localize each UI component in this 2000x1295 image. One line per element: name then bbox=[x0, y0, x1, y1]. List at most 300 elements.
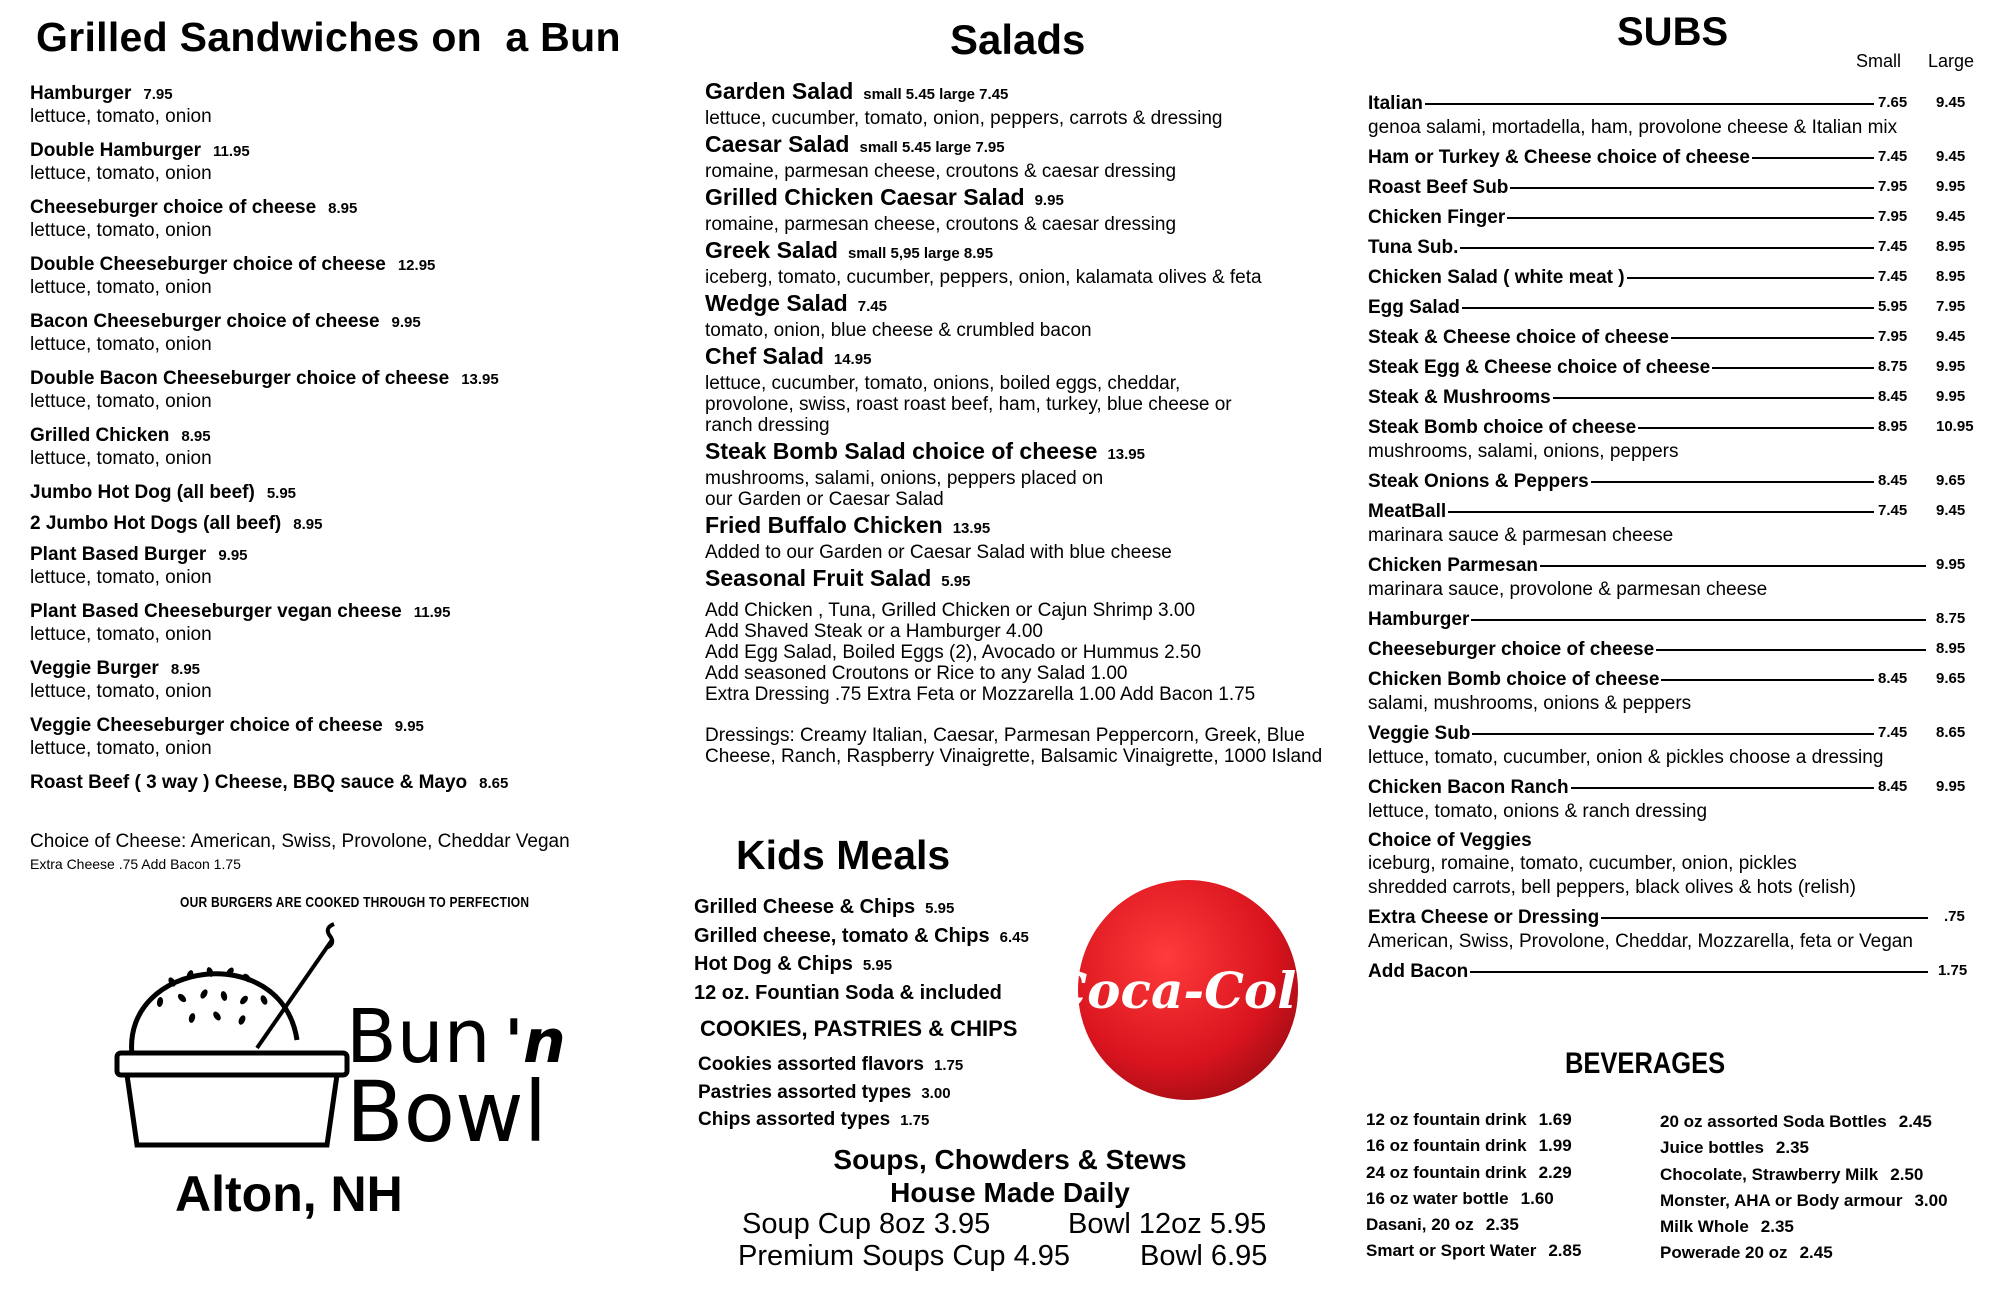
choice-of-veggies bbox=[1368, 830, 1988, 900]
sub-price-large: 9.95 bbox=[1936, 778, 1966, 795]
salad-name-text: Chef Salad bbox=[705, 343, 824, 369]
sub-desc: mushrooms, salami, onions, peppers bbox=[1368, 441, 1679, 462]
sandwich-name-text: Veggie Cheeseburger choice of cheese bbox=[30, 715, 383, 736]
sub-price-small: 7.45 bbox=[1878, 238, 1908, 255]
sub-dash-leader bbox=[1462, 307, 1874, 309]
beverage-item bbox=[1366, 1107, 1581, 1133]
sub-price-large: 9.95 bbox=[1936, 358, 1966, 375]
sub-row bbox=[1368, 236, 1988, 260]
salad-desc: mushrooms, salami, onions, peppers placed on our Garden or Caesar Salad bbox=[705, 468, 1104, 510]
sandwich-name bbox=[30, 601, 670, 623]
sandwich-price: 8.95 bbox=[328, 200, 358, 217]
sub-desc: salami, mushrooms, onions & peppers bbox=[1368, 693, 1692, 714]
sub-dash-leader bbox=[1712, 367, 1874, 369]
sub-price-small: 7.45 bbox=[1878, 268, 1908, 285]
salad-name bbox=[705, 512, 1325, 542]
kids-meal-item bbox=[694, 894, 1114, 923]
subs-list bbox=[1368, 92, 1988, 984]
beverage-name: Juice bottles bbox=[1660, 1138, 1764, 1158]
sub-item bbox=[1368, 236, 1988, 260]
sub-price-small: 7.45 bbox=[1878, 724, 1908, 741]
sandwich-desc: lettuce, tomato, onion bbox=[30, 681, 212, 702]
sub-price-small: 7.95 bbox=[1878, 328, 1908, 345]
add-bacon-item bbox=[1368, 960, 1988, 984]
sub-name: Chicken Salad ( white meat ) bbox=[1368, 267, 1625, 288]
beverage-item bbox=[1366, 1160, 1581, 1186]
salad-item bbox=[705, 131, 1325, 182]
sub-desc: genoa salami, mortadella, ham, provolone cheese & Italian mix bbox=[1368, 117, 1898, 138]
sub-row bbox=[1368, 470, 1988, 494]
sandwich-item bbox=[30, 658, 670, 715]
sub-row bbox=[1368, 722, 1988, 746]
kids-meal-item bbox=[694, 923, 1114, 952]
sub-price-small: 7.95 bbox=[1878, 178, 1908, 195]
sandwich-price: 9.95 bbox=[218, 547, 248, 564]
beverage-name: 12 oz fountain drink bbox=[1366, 1110, 1527, 1129]
sub-dash-leader bbox=[1591, 481, 1874, 483]
sandwich-name bbox=[30, 658, 670, 680]
beverage-price: 2.50 bbox=[1890, 1164, 1924, 1184]
sub-item bbox=[1368, 326, 1988, 350]
salad-dressings: Dressings: Creamy Italian, Caesar, Parmesan Peppercorn, Greek, Blue Cheese, Ranch, Raspberry Vinaigrette, Balsamic Vinaigrette, 1000 Island bbox=[705, 725, 1323, 767]
sandwich-name-text: Veggie Burger bbox=[30, 658, 159, 679]
sandwiches-list bbox=[30, 83, 670, 803]
sub-name: Chicken Bacon Ranch bbox=[1368, 777, 1569, 798]
sub-name: Chicken Parmesan bbox=[1368, 555, 1539, 576]
beverage-price: 2.35 bbox=[1485, 1215, 1519, 1235]
sub-name: Steak Onions & Peppers bbox=[1368, 471, 1589, 492]
salad-desc: lettuce, cucumber, tomato, onions, boiled eggs, cheddar, provolone, swiss, roast roast beef, ham, turkey, blue cheese or ranch dressing bbox=[705, 373, 1232, 436]
sandwich-name-text: Double Cheeseburger choice of cheese bbox=[30, 254, 386, 275]
kids-meal-name: 12 oz. Fountian Soda & included bbox=[694, 981, 1002, 1004]
sub-item bbox=[1368, 356, 1988, 380]
salad-price: small 5.45 large 7.45 bbox=[863, 86, 1009, 103]
sub-row bbox=[1368, 554, 1988, 578]
cookie-price: 3.00 bbox=[921, 1084, 951, 1102]
beverage-item bbox=[1660, 1135, 1948, 1161]
sub-item bbox=[1368, 416, 1988, 464]
beverage-price: 1.60 bbox=[1520, 1188, 1554, 1208]
sub-name: Ham or Turkey & Cheese choice of cheese bbox=[1368, 147, 1750, 168]
sandwich-price: 8.95 bbox=[181, 428, 211, 445]
sandwich-name-text: Grilled Chicken bbox=[30, 425, 170, 446]
salads-list bbox=[705, 78, 1325, 597]
sub-item bbox=[1368, 500, 1988, 548]
beverage-item bbox=[1366, 1133, 1581, 1159]
sub-price-large: 8.75 bbox=[1936, 610, 1966, 627]
sandwich-name bbox=[30, 482, 670, 504]
sub-name: Cheeseburger choice of cheese bbox=[1368, 639, 1655, 660]
sub-row bbox=[1368, 326, 1988, 350]
sub-name: Steak Bomb choice of cheese bbox=[1368, 417, 1637, 438]
salad-addon-line: Add seasoned Croutons or Rice to any Salad 1.00 bbox=[705, 663, 1128, 684]
beverages-title: BEVERAGES bbox=[1565, 1047, 1726, 1080]
sandwich-price: 8.65 bbox=[479, 775, 509, 792]
veggies-title: Choice of Veggies bbox=[1368, 830, 1532, 851]
sub-price-large: 8.95 bbox=[1936, 640, 1966, 657]
salad-price: 9.95 bbox=[1034, 192, 1064, 209]
location-title: Alton, NH bbox=[175, 1166, 403, 1222]
sandwich-desc: lettuce, tomato, onion bbox=[30, 567, 212, 588]
sandwich-name-text: Hamburger bbox=[30, 83, 132, 104]
sandwiches-title: Grilled Sandwiches on a Bun bbox=[36, 14, 621, 60]
sub-price-large: 8.95 bbox=[1936, 238, 1966, 255]
sub-price-large: 9.45 bbox=[1936, 148, 1966, 165]
sandwich-price: 9.95 bbox=[394, 718, 424, 735]
sub-price-large: 8.65 bbox=[1936, 724, 1966, 741]
sub-dash-leader bbox=[1471, 619, 1926, 621]
beverage-price: 2.45 bbox=[1799, 1243, 1833, 1263]
sandwich-name bbox=[30, 254, 670, 276]
sub-row bbox=[1368, 500, 1988, 524]
sandwich-name-text: Plant Based Cheeseburger vegan cheese bbox=[30, 601, 402, 622]
sub-item bbox=[1368, 296, 1988, 320]
beverage-item bbox=[1366, 1212, 1581, 1238]
beverage-item bbox=[1660, 1214, 1948, 1240]
sub-price-large: 9.95 bbox=[1936, 556, 1966, 573]
kids-meal-name: Grilled Cheese & Chips bbox=[694, 896, 916, 918]
sub-price-large: 7.95 bbox=[1936, 298, 1966, 315]
sandwich-item bbox=[30, 254, 670, 311]
salad-name bbox=[705, 237, 1325, 267]
sub-dash-leader bbox=[1460, 247, 1874, 249]
salad-name bbox=[705, 290, 1325, 320]
sub-dash-leader bbox=[1752, 157, 1874, 159]
sub-dash-leader bbox=[1553, 397, 1874, 399]
sub-name: Roast Beef Sub bbox=[1368, 177, 1509, 198]
sub-name: MeatBall bbox=[1368, 501, 1447, 522]
sub-row bbox=[1368, 386, 1988, 410]
extra-cheese-desc: American, Swiss, Provolone, Cheddar, Mozzarella, feta or Vegan bbox=[1368, 931, 1913, 952]
beverage-price: 2.29 bbox=[1538, 1162, 1572, 1182]
sub-price-small: 8.45 bbox=[1878, 472, 1908, 489]
sub-row bbox=[1368, 356, 1988, 380]
salad-name-text: Grilled Chicken Caesar Salad bbox=[705, 184, 1025, 210]
sub-row bbox=[1368, 960, 1988, 984]
sandwich-desc: lettuce, tomato, onion bbox=[30, 220, 212, 241]
sandwich-name bbox=[30, 544, 670, 566]
sub-price-large: 1.75 bbox=[1938, 962, 1968, 979]
sandwich-item bbox=[30, 601, 670, 658]
sub-price-large: 9.45 bbox=[1936, 502, 1966, 519]
sub-name: Italian bbox=[1368, 93, 1423, 114]
sub-item bbox=[1368, 92, 1988, 140]
sub-item bbox=[1368, 608, 1988, 632]
sandwich-desc: lettuce, tomato, onion bbox=[30, 448, 212, 469]
bun-bowl-logo-icon bbox=[82, 920, 362, 1160]
sandwich-name-text: Bacon Cheeseburger choice of cheese bbox=[30, 311, 380, 332]
salad-name bbox=[705, 184, 1325, 214]
salad-item bbox=[705, 290, 1325, 341]
sub-price-small: 8.45 bbox=[1878, 388, 1908, 405]
sandwich-price: 8.95 bbox=[170, 661, 201, 678]
salad-desc: Added to our Garden or Caesar Salad with blue cheese bbox=[705, 542, 1172, 563]
sandwich-desc: lettuce, tomato, onion bbox=[30, 624, 212, 645]
sub-row bbox=[1368, 176, 1988, 200]
veggies-line: shredded carrots, bell peppers, black olives & hots (relish) bbox=[1368, 877, 1856, 898]
sub-price-large: 9.45 bbox=[1936, 328, 1966, 345]
logo-bun-text: Bun 'n bbox=[346, 994, 566, 1080]
soups-title: Soups, Chowders & Stews bbox=[833, 1144, 1187, 1175]
salad-name-text: Wedge Salad bbox=[705, 290, 848, 316]
beverage-price: 3.00 bbox=[1914, 1190, 1948, 1210]
soup-bowl: Bowl 12oz 5.95 bbox=[1068, 1208, 1267, 1240]
sub-dash-leader bbox=[1510, 187, 1874, 189]
sub-price-large: 10.95 bbox=[1936, 418, 1974, 435]
sub-item bbox=[1368, 554, 1988, 602]
sub-dash-leader bbox=[1472, 733, 1874, 735]
sandwich-price: 5.95 bbox=[266, 485, 297, 502]
sandwich-desc: lettuce, tomato, onion bbox=[30, 334, 212, 355]
cookie-price: 1.75 bbox=[933, 1057, 964, 1074]
sub-item bbox=[1368, 176, 1988, 200]
beverage-name: 16 oz fountain drink bbox=[1366, 1136, 1527, 1156]
salad-name-text: Garden Salad bbox=[705, 78, 854, 104]
salad-desc: iceberg, tomato, cucumber, peppers, onion, kalamata olives & feta bbox=[705, 267, 1262, 288]
sandwich-name bbox=[30, 772, 670, 794]
salad-item bbox=[705, 343, 1325, 436]
beverage-name: Chocolate, Strawberry Milk bbox=[1660, 1164, 1879, 1184]
sub-desc: lettuce, tomato, cucumber, onion & pickles choose a dressing bbox=[1368, 747, 1884, 768]
sandwich-item bbox=[30, 482, 670, 513]
sub-price-large: 9.95 bbox=[1936, 388, 1966, 405]
salad-price: small 5,95 large 8.95 bbox=[847, 245, 994, 262]
salad-desc: tomato, onion, blue cheese & crumbled bacon bbox=[705, 320, 1092, 341]
salad-item bbox=[705, 512, 1325, 563]
salad-name bbox=[705, 131, 1325, 161]
salad-price: 7.45 bbox=[857, 298, 887, 315]
sub-price-small: 8.45 bbox=[1878, 670, 1908, 687]
sub-name: Steak & Mushrooms bbox=[1368, 387, 1551, 408]
sandwich-item bbox=[30, 513, 670, 544]
premium-soup-cup: Premium Soups Cup 4.95 bbox=[738, 1240, 1071, 1272]
salad-desc: romaine, parmesan cheese, croutons & caesar dressing bbox=[705, 214, 1177, 235]
sandwich-name bbox=[30, 715, 670, 737]
beverage-item bbox=[1660, 1109, 1948, 1135]
sandwich-name bbox=[30, 140, 670, 162]
sub-price-large: 9.65 bbox=[1936, 472, 1966, 489]
cookie-item bbox=[698, 1107, 1098, 1135]
sub-price-large: 8.95 bbox=[1936, 268, 1966, 285]
sub-name: Extra Cheese or Dressing bbox=[1368, 907, 1600, 928]
sub-price-small: 7.95 bbox=[1878, 208, 1908, 225]
salad-item bbox=[705, 78, 1325, 129]
sub-item bbox=[1368, 668, 1988, 716]
sandwich-item bbox=[30, 544, 670, 601]
kids-meals-title: Kids Meals bbox=[736, 832, 951, 878]
salad-price: 13.95 bbox=[952, 520, 991, 537]
sandwich-price: 8.95 bbox=[293, 516, 323, 533]
sub-row bbox=[1368, 776, 1988, 800]
soups-subtitle: House Made Daily bbox=[890, 1177, 1130, 1208]
sub-name: Steak Egg & Cheese choice of cheese bbox=[1368, 357, 1711, 378]
sub-price-large: 9.95 bbox=[1936, 178, 1966, 195]
beverage-name: Powerade 20 oz bbox=[1660, 1243, 1788, 1263]
salad-name bbox=[705, 565, 1325, 595]
sub-dash-leader bbox=[1425, 103, 1874, 105]
sandwich-desc: lettuce, tomato, onion bbox=[30, 277, 212, 298]
sandwich-name bbox=[30, 368, 670, 390]
sub-row bbox=[1368, 146, 1988, 170]
sub-item bbox=[1368, 146, 1988, 170]
sandwich-name-text: Cheeseburger choice of cheese bbox=[30, 197, 317, 218]
salad-name-text: Greek Salad bbox=[705, 237, 838, 263]
beverage-price: 2.45 bbox=[1898, 1112, 1932, 1131]
sandwich-price: 7.95 bbox=[143, 86, 173, 103]
sub-desc: marinara sauce, provolone & parmesan cheese bbox=[1368, 579, 1768, 600]
sandwich-name-text: Jumbo Hot Dog (all beef) bbox=[30, 482, 255, 503]
sub-row bbox=[1368, 638, 1988, 662]
sub-dash-leader bbox=[1448, 511, 1874, 513]
beverage-item bbox=[1660, 1188, 1948, 1214]
salad-addon-line: Add Shaved Steak or a Hamburger 4.00 bbox=[705, 621, 1043, 642]
kids-meal-price: 5.95 bbox=[925, 900, 955, 917]
beverage-item bbox=[1660, 1240, 1948, 1266]
sub-name: Steak & Cheese choice of cheese bbox=[1368, 327, 1669, 348]
cookie-name: Cookies assorted flavors bbox=[698, 1054, 924, 1075]
cheese-choice-note: Choice of Cheese: American, Swiss, Provolone, Cheddar Vegan bbox=[30, 831, 570, 852]
sub-dash-leader bbox=[1507, 217, 1874, 219]
kids-meal-price: 5.95 bbox=[862, 957, 893, 974]
salad-addon-line: Add Chicken , Tuna, Grilled Chicken or Cajun Shrimp 3.00 bbox=[705, 600, 1196, 621]
salad-name-text: Seasonal Fruit Salad bbox=[705, 565, 932, 591]
sub-price-small: 8.45 bbox=[1878, 778, 1908, 795]
sub-row bbox=[1368, 668, 1988, 692]
beverage-price: 2.35 bbox=[1760, 1217, 1794, 1237]
sub-name: Veggie Sub bbox=[1368, 723, 1471, 744]
sub-name: Egg Salad bbox=[1368, 297, 1460, 318]
sandwich-name bbox=[30, 83, 670, 105]
sandwich-item bbox=[30, 715, 670, 772]
cookie-name: Chips assorted types bbox=[698, 1109, 891, 1130]
sandwich-item bbox=[30, 140, 670, 197]
salad-item bbox=[705, 237, 1325, 288]
sub-row bbox=[1368, 206, 1988, 230]
sub-price-small: 7.65 bbox=[1878, 94, 1908, 111]
sandwich-name bbox=[30, 311, 670, 333]
logo-amp-text: 'n bbox=[504, 1007, 566, 1077]
salad-name bbox=[705, 438, 1325, 468]
sub-item bbox=[1368, 722, 1988, 770]
sandwich-name-text: Double Hamburger bbox=[30, 140, 202, 161]
salad-price: 13.95 bbox=[1107, 446, 1145, 463]
sub-row bbox=[1368, 266, 1988, 290]
sub-name: Add Bacon bbox=[1368, 961, 1469, 982]
beverage-item bbox=[1366, 1186, 1581, 1212]
subs-title: SUBS bbox=[1617, 10, 1729, 54]
beverage-name: Dasani, 20 oz bbox=[1366, 1215, 1474, 1235]
beverage-name: Monster, AHA or Body armour bbox=[1660, 1190, 1903, 1210]
sub-desc: marinara sauce & parmesan cheese bbox=[1368, 525, 1674, 546]
sandwich-price: 12.95 bbox=[397, 257, 436, 274]
salad-item bbox=[705, 565, 1325, 595]
beverage-name: 20 oz assorted Soda Bottles bbox=[1660, 1112, 1887, 1131]
sub-price-large: 9.45 bbox=[1936, 94, 1966, 111]
sub-item bbox=[1368, 776, 1988, 824]
subs-small-header: Small bbox=[1856, 51, 1902, 71]
sub-dash-leader bbox=[1470, 971, 1928, 973]
sub-dash-leader bbox=[1571, 787, 1874, 789]
sandwich-item bbox=[30, 772, 670, 803]
kids-meal-price: 6.45 bbox=[999, 928, 1029, 946]
sandwich-price: 9.95 bbox=[391, 314, 421, 331]
salad-name-text: Caesar Salad bbox=[705, 131, 850, 157]
beverage-name: Milk Whole bbox=[1660, 1217, 1749, 1237]
sub-name: Chicken Bomb choice of cheese bbox=[1368, 669, 1660, 690]
salad-addon-line: Extra Dressing .75 Extra Feta or Mozzarella 1.00 Add Bacon 1.75 bbox=[705, 684, 1256, 705]
sub-name: Tuna Sub. bbox=[1368, 237, 1459, 258]
sandwich-item bbox=[30, 425, 670, 482]
salad-desc: romaine, parmesan cheese, croutons & caesar dressing bbox=[705, 161, 1177, 182]
kids-meal-name: Hot Dog & Chips bbox=[694, 953, 853, 975]
beverage-name: Smart or Sport Water bbox=[1366, 1241, 1537, 1261]
soup-cup: Soup Cup 8oz 3.95 bbox=[742, 1208, 991, 1240]
beverages-list-left bbox=[1366, 1107, 1581, 1265]
cookie-item bbox=[698, 1052, 1098, 1080]
sub-item bbox=[1368, 638, 1988, 662]
sandwich-name-text: 2 Jumbo Hot Dogs (all beef) bbox=[30, 513, 282, 534]
cookies-title: COOKIES, PASTRIES & CHIPS bbox=[700, 1016, 1018, 1041]
salad-price: small 5.45 large 7.95 bbox=[859, 139, 1005, 156]
salad-price: 5.95 bbox=[941, 573, 971, 590]
cookie-name: Pastries assorted types bbox=[698, 1081, 912, 1103]
sub-price-small: 7.45 bbox=[1878, 502, 1908, 519]
sandwich-name-text: Roast Beef ( 3 way ) Cheese, BBQ sauce & Mayo bbox=[30, 772, 468, 793]
salad-addons bbox=[705, 600, 1325, 705]
sandwich-item bbox=[30, 368, 670, 425]
salad-name bbox=[705, 343, 1325, 373]
sub-dash-leader bbox=[1540, 565, 1926, 567]
sub-item bbox=[1368, 266, 1988, 290]
sandwich-desc: lettuce, tomato, onion bbox=[30, 106, 212, 127]
sandwich-item bbox=[30, 83, 670, 140]
sub-dash-leader bbox=[1656, 649, 1926, 651]
sub-dash-leader bbox=[1671, 337, 1874, 339]
sub-row bbox=[1368, 416, 1988, 440]
salad-desc: lettuce, cucumber, tomato, onion, peppers, carrots & dressing bbox=[705, 108, 1223, 129]
burger-tagline: OUR BURGERS ARE COOKED THROUGH TO PERFECTION bbox=[180, 894, 530, 911]
extra-cheese-item bbox=[1368, 906, 1988, 954]
sandwich-desc: lettuce, tomato, onion bbox=[30, 163, 212, 184]
sandwich-price: 11.95 bbox=[213, 143, 250, 160]
sub-price-large: 9.45 bbox=[1936, 208, 1966, 225]
sub-dash-leader bbox=[1627, 277, 1874, 279]
sub-price-large: .75 bbox=[1944, 908, 1965, 925]
sub-name: Hamburger bbox=[1368, 609, 1470, 630]
sub-item bbox=[1368, 470, 1988, 494]
sub-dash-leader bbox=[1638, 427, 1874, 429]
sub-row bbox=[1368, 608, 1988, 632]
sub-row bbox=[1368, 296, 1988, 320]
salad-name-text: Fried Buffalo Chicken bbox=[705, 512, 943, 538]
beverage-item bbox=[1660, 1162, 1948, 1188]
sandwich-name bbox=[30, 513, 670, 535]
sandwich-desc: lettuce, tomato, onion bbox=[30, 391, 212, 412]
beverage-name: 16 oz water bottle bbox=[1366, 1188, 1509, 1208]
cookies-list bbox=[698, 1052, 1098, 1135]
beverage-price: 1.69 bbox=[1538, 1110, 1572, 1129]
sandwich-item bbox=[30, 311, 670, 368]
sub-price-small: 8.95 bbox=[1878, 418, 1908, 435]
sandwich-name-text: Double Bacon Cheeseburger choice of cheese bbox=[30, 368, 450, 389]
sandwich-name-text: Plant Based Burger bbox=[30, 544, 207, 565]
beverage-item bbox=[1366, 1238, 1581, 1264]
sub-price-small: 7.45 bbox=[1878, 148, 1908, 165]
salad-item bbox=[705, 184, 1325, 235]
sub-item bbox=[1368, 386, 1988, 410]
sub-price-small: 8.75 bbox=[1878, 358, 1908, 375]
salads-title: Salads bbox=[950, 16, 1086, 63]
